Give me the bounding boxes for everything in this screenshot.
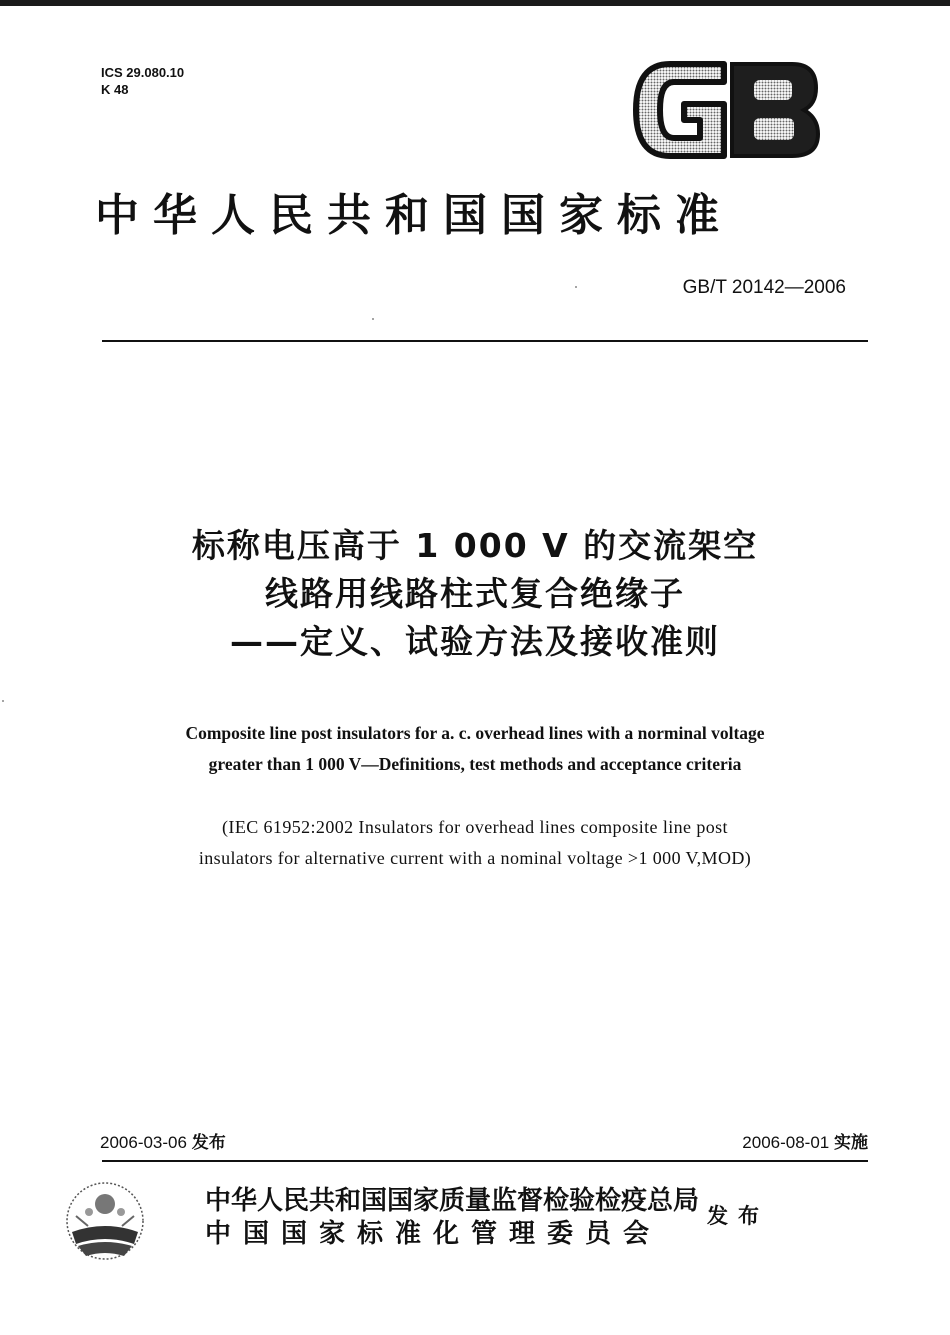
issuer-sac: 中国国家标准化管理委员会: [205, 1219, 662, 1249]
header-divider: [102, 340, 868, 342]
issuing-authorities: [205, 1185, 699, 1251]
classification-codes: [101, 64, 184, 98]
iec-reference: [0, 812, 950, 874]
issue-date: 2006-03-06: [100, 1133, 187, 1152]
logo-b-lower-hole: [754, 118, 794, 140]
top-border: [0, 0, 950, 6]
logo-letter-b: [732, 64, 818, 156]
standard-type: 中华人民共和国国家标准: [95, 190, 733, 241]
implement-date-block: [742, 1131, 868, 1155]
scan-speck: [2, 700, 4, 702]
title-cn-line-3: ——定义、试验方法及接收准则: [230, 622, 720, 661]
title-chinese: [0, 522, 950, 666]
scan-speck: [372, 318, 374, 320]
implement-label: 实施: [834, 1133, 868, 1153]
issue-label: 发布: [191, 1133, 226, 1153]
implement-date: 2006-08-01: [742, 1133, 830, 1152]
publish-label: 发布: [707, 1203, 769, 1228]
title-en-line-2: greater than 1 000 V—Definitions, test methods and acceptance criteria: [208, 754, 742, 774]
logo-text: GB: [726, 130, 728, 131]
ccs-code: K 48: [101, 82, 129, 97]
ics-code: ICS 29.080.10: [101, 65, 185, 80]
logo-b-upper-hole: [754, 80, 792, 100]
footer-divider: [102, 1160, 868, 1162]
title-en-line-1: Composite line post insulators for a. c. overhead lines with a norminal voltage: [185, 723, 765, 743]
title-cn-line-2: 线路用线路柱式复合绝缘子: [265, 574, 685, 613]
issue-date-block: [100, 1131, 226, 1155]
title-english: [0, 718, 950, 780]
standard-number: GB/T 20142—2006: [682, 277, 846, 298]
title-cn-line-1: 标称电压高于 1 000 V 的交流架空: [191, 526, 759, 565]
logo-letter-g: [636, 64, 724, 156]
issuer-aqsiq: 中华人民共和国国家质量监督检验检疫总局: [205, 1186, 700, 1216]
scan-speck: [575, 286, 577, 288]
iec-line-1: (IEC 61952:2002 Insulators for overhead lines composite line post: [222, 817, 728, 837]
gb-logo: [632, 60, 820, 160]
emblem-icon: [64, 1180, 146, 1262]
iec-line-2: insulators for alternative current with a nominal voltage >1 000 V,MOD): [198, 848, 752, 868]
